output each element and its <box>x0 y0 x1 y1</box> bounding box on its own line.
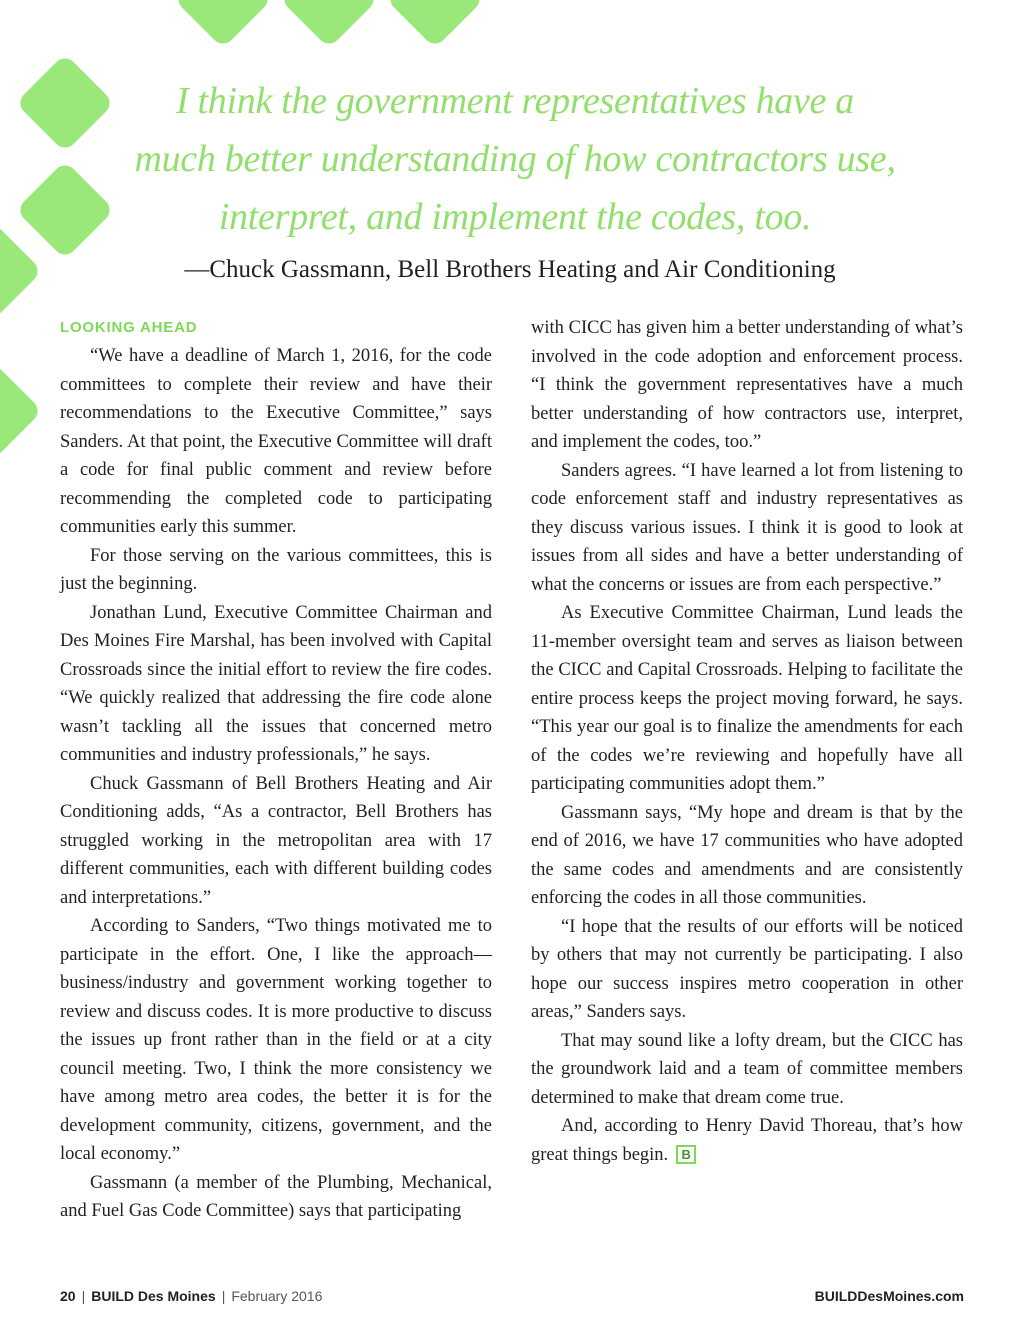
paragraph: That may sound like a lofty dream, but the CICC has the groundwork laid and a team of committee members determined to make that dream come true. <box>531 1030 963 1108</box>
decorative-diamond <box>0 362 42 461</box>
section-heading: LOOKING AHEAD <box>60 319 198 336</box>
publication-name: BUILD Des Moines <box>91 1288 216 1304</box>
issue-date: February 2016 <box>231 1288 323 1304</box>
paragraph: As Executive Committee Chairman, Lund leads the 11-member oversight team and serves as liaison between the CICC and Capital Crossroads. Helping to facilitate the entire process keeps the project moving forward, he says. “This year our goal is to finalize the amendments for each of the codes we’re reviewing and hopefully have all participating communities adopt them.” <box>531 603 963 794</box>
decorative-diamond <box>0 222 42 321</box>
pull-quote-line: much better understanding of how contractors use, <box>134 138 896 180</box>
footer-separator: | <box>221 1288 226 1304</box>
paragraph: Gassmann (a member of the Plumbing, Mechanical, and Fuel Gas Code Committee) says that participating <box>60 1172 492 1221</box>
end-of-article-mark: B <box>676 1145 696 1164</box>
paragraph: For those serving on the various committees, this is just the beginning. <box>60 545 492 594</box>
pull-quote-attribution: —Chuck Gassmann, Bell Brothers Heating and Air Conditioning <box>184 256 836 283</box>
paragraph: with CICC has given him a better understanding of what’s involved in the code adoption and enforcement process. “I think the government representatives have a much better understanding of how contractors use, interpret, and implement the codes, too.” <box>531 318 963 452</box>
paragraph: Jonathan Lund, Executive Committee Chairman and Des Moines Fire Marshal, has been involved with Capital Crossroads since the initial effort to review the fire codes. “We quickly realized that addressing the fire code alone wasn’t tackling all the issues that concerned metro communities and industry professionals,” he says. <box>60 602 492 765</box>
footer-folio <box>60 1288 322 1304</box>
final-paragraph <box>531 1112 963 1169</box>
article-column-left <box>60 314 492 1226</box>
pull-quote-line: I think the government representatives have a <box>175 80 854 122</box>
decorative-diamond <box>386 0 485 48</box>
paragraph: “I hope that the results of our efforts will be noticed by others that may not currently be participating. I also hope our success inspires metro cooperation in other areas,” Sanders says. <box>531 916 963 1022</box>
website-link[interactable]: BUILDDesMoines.com <box>814 1288 964 1304</box>
paragraph: According to Sanders, “Two things motivated me to participate in the effort. One, I like the approach—business/industry and government working together to review and discuss codes. It is more productive to discuss the issues up front rather than in the field or at a city council meeting. Two, I think the more consistency we have among metro area codes, the better it is for the development community, citizens, government, and the local economy.” <box>60 916 492 1164</box>
decorative-diamond <box>174 0 273 48</box>
paragraph: Chuck Gassmann of Bell Brothers Heating and Air Conditioning adds, “As a contractor, Bell Brothers has struggled working in the metropolitan area with 17 different communities, each with different building codes and interpretations.” <box>60 773 492 908</box>
paragraph: Sanders agrees. “I have learned a lot from listening to code enforcement staff and industry representatives as they discuss various issues. I think it is good to look at issues from all sides and have a better understanding of what the concerns or issues are from each perspective.” <box>531 460 963 595</box>
paragraph: Gassmann says, “My hope and dream is that by the end of 2016, we have 17 communities who have adopted the same codes and amendments and are consistently enforcing the codes in all those communities. <box>531 802 963 908</box>
decorative-diamond <box>280 0 379 48</box>
decorative-diamond <box>16 54 115 153</box>
page-footer <box>60 1288 964 1308</box>
paragraph-text: And, according to Henry David Thoreau, that’s how great things begin. <box>531 1116 963 1165</box>
decorative-diamond <box>16 161 115 260</box>
paragraph: “We have a deadline of March 1, 2016, for the code committees to complete their review and have their recommendations to the Executive Committee,” says Sanders. At that point, the Executive Committee will draft a code for final public comment and review before recommending the completed code to participating communities early this summer. <box>60 346 492 537</box>
footer-separator: | <box>81 1288 86 1304</box>
page-number: 20 <box>60 1288 76 1304</box>
article-column-right <box>531 314 963 1169</box>
pull-quote <box>110 72 920 246</box>
pull-quote-line: interpret, and implement the codes, too. <box>218 196 812 238</box>
